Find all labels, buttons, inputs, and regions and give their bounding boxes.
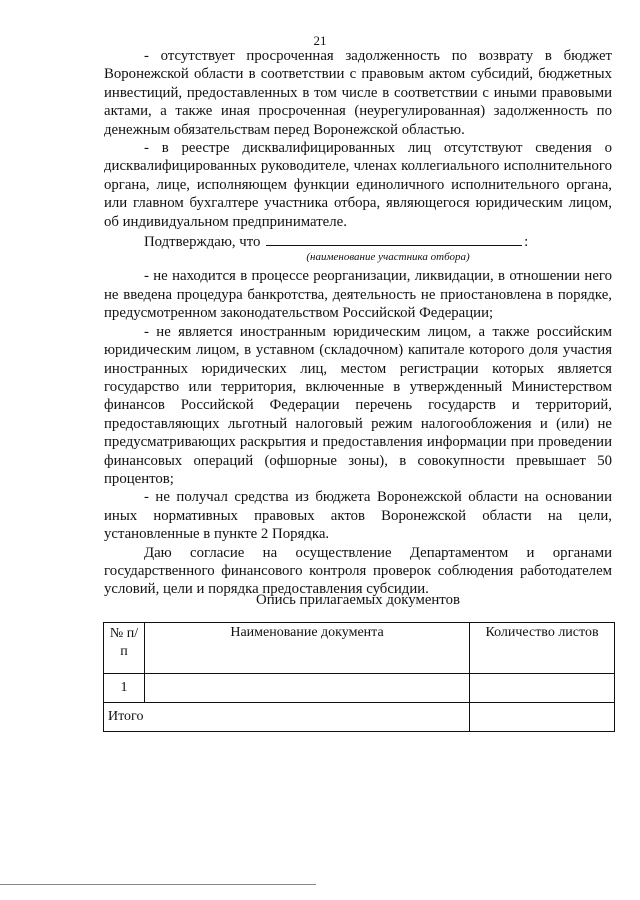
header-num: № п/п [104, 623, 145, 674]
inventory-header-row [104, 623, 615, 674]
header-count: Количество листов [470, 623, 615, 674]
page-number: 21 [313, 33, 327, 48]
confirm-item-budget-funds: - не получал средства из бюджета Воронежской области на основании иных нормативных правовых актов Воронежской области на цели, установленные в пункте 2 Порядка. [104, 489, 612, 543]
row-name-cell[interactable] [145, 674, 470, 703]
confirm-suffix: : [524, 234, 529, 251]
inventory-title: Опись прилагаемых документов [256, 592, 460, 608]
total-count-cell[interactable] [470, 703, 615, 732]
participant-name-blank[interactable] [266, 231, 522, 246]
footer-divider [0, 884, 316, 885]
header-name: Наименование документа [145, 623, 470, 674]
table-row [104, 674, 615, 703]
participant-name-hint: (наименование участника отбора) [306, 251, 470, 264]
document-body [104, 47, 612, 599]
paragraph-disqualified-registry: - в реестре дисквалифицированных лиц отсутствуют сведения о дисквалифицированных руководителе, членах коллегиального исполнительного органа, лице, исполняющем функции единоличного исполнительного органа, или главном бухгалтере участника отбора, являющегося юридическим лицом, об индивидуальном предпринимателе. [104, 140, 612, 230]
total-label: Итого [104, 703, 470, 732]
confirm-prefix: Подтверждаю, что [144, 234, 261, 251]
confirm-item-foreign-entity: - не является иностранным юридическим лицом, а также российским юридическим лицом, в уставном (складочном) капитале которого доля участия иностранных юридических лиц, местом регистрации которых является государство или территория, включенные в утвержденный Министерством финансов Российской Федерации перечень государств и территорий, предоставляющих льготный налоговый режим налогообложения и (или) не предусматривающих раскрытия и предоставления информации при проведении финансовых операций (офшорные зоны), в совокупности превышает 50 процентов; [104, 323, 612, 487]
confirm-line [104, 231, 612, 251]
total-row [104, 703, 615, 732]
paragraph-no-debt: - отсутствует просроченная задолженность по возврату в бюджет Воронежской области в соответствии с правовым актом субсидий, бюджетных инвестиций, предоставленных в том числе в соответствии с иными правовыми актами, а также иная просроченная (неурегулированная) задолженность по денежным обязательствам перед Воронежской областью. [104, 48, 612, 138]
paragraph-consent: Даю согласие на осуществление Департаментом и органами государственного финансового контроля проверок соблюдения работодателем условий, цели и порядка предоставления субсидии. [104, 544, 612, 598]
row-count-cell[interactable] [470, 674, 615, 703]
inventory-table [103, 622, 615, 732]
confirm-item-reorganization: - не находится в процессе реорганизации, ликвидации, в отношении него не введена процедура банкротства, деятельность не приостановлена в порядке, предусмотренном законодательством Российской Федерации; [104, 268, 612, 322]
row-num: 1 [104, 674, 145, 703]
